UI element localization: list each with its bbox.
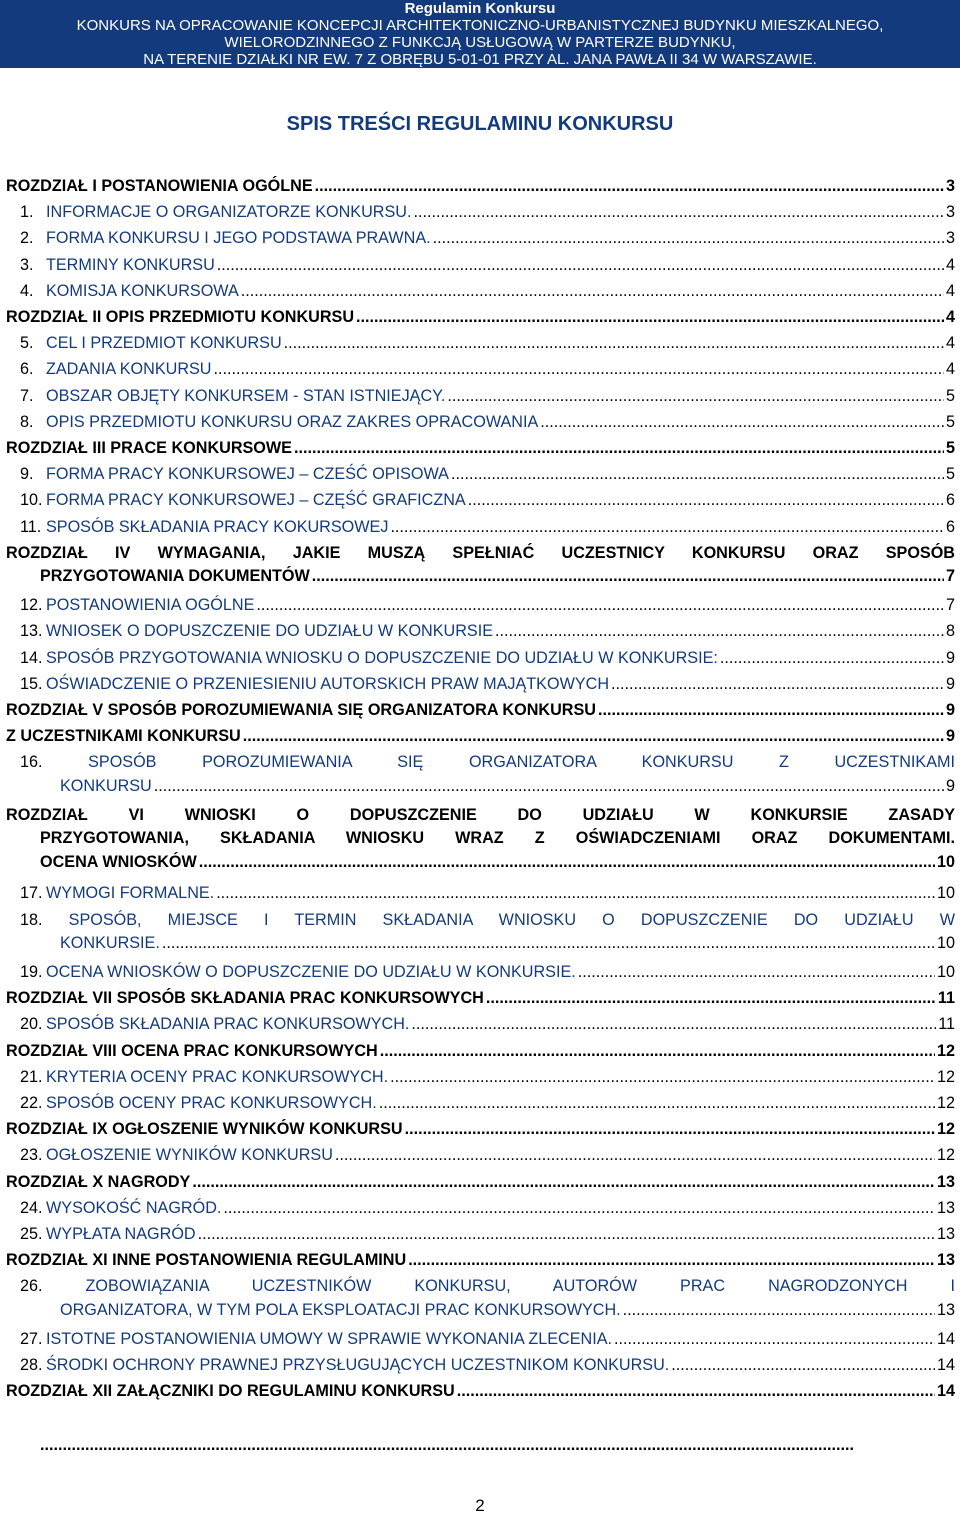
toc-chapter-first-line: ROZDZIAŁ VI WNIOSKI O DOPUSZCZENIE DO UDZIAŁU W KONKURSIE ZASADY bbox=[6, 805, 955, 824]
header-title: Regulamin Konkursu bbox=[404, 0, 556, 17]
toc-label: ISTOTNE POSTANOWIENIA UMOWY W SPRAWIE WYKONANIA ZLECENIA. bbox=[46, 1329, 613, 1348]
trailing-dots: ..................................................................................................................................................................................... bbox=[40, 1436, 855, 1454]
toc-row bbox=[6, 489, 955, 513]
toc-number: 22. bbox=[20, 1094, 43, 1112]
toc-number: 21. bbox=[20, 1067, 43, 1086]
toc-number: 27. bbox=[20, 1329, 43, 1348]
toc-page-number: 9 bbox=[945, 701, 955, 719]
toc-page-number: 6 bbox=[945, 517, 955, 536]
toc-label: POSTANOWIENIA OGÓLNE bbox=[46, 596, 255, 615]
toc-chapter-entry[interactable] bbox=[6, 1040, 955, 1064]
toc-label: WYSOKOŚĆ NAGRÓD. bbox=[46, 1198, 222, 1217]
toc-row bbox=[6, 332, 955, 356]
toc-row bbox=[6, 175, 955, 199]
toc-chapter-entry[interactable] bbox=[6, 542, 955, 589]
toc-row bbox=[6, 673, 955, 697]
toc-leader-dots bbox=[241, 280, 944, 304]
toc-leader-dots bbox=[405, 1118, 935, 1142]
toc-leader-dots bbox=[411, 1013, 936, 1037]
toc-leader-dots bbox=[192, 1171, 935, 1195]
toc-label: OCENA WNIOSKÓW bbox=[40, 852, 197, 871]
toc-leader-dots bbox=[447, 385, 944, 409]
toc-page-number: 8 bbox=[945, 622, 955, 641]
toc-section-entry[interactable] bbox=[6, 201, 955, 225]
toc-chapter-entry[interactable] bbox=[6, 175, 955, 199]
toc-section-first-line: 26. ZOBOWIĄZANIA UCZESTNIKÓW KONKURSU, AUTORÓW PRAC NAGRODZONYCH I bbox=[20, 1277, 955, 1296]
toc-chapter-second-line: PRZYGOTOWANIA, SKŁADANIA WNIOSKU WRAZ Z OŚWIADCZENIAMI ORAZ DOKUMENTAMI. bbox=[40, 829, 955, 848]
toc-leader-dots bbox=[390, 516, 944, 540]
toc-page-number: 13 bbox=[936, 1198, 955, 1217]
toc-label: ROZDZIAŁ II OPIS PRZEDMIOTU KONKURSU bbox=[6, 308, 355, 326]
toc-label: ROZDZIAŁ VII SPOSÓB SKŁADANIA PRAC KONKURSOWYCH bbox=[6, 989, 484, 1008]
toc-chapter-entry[interactable] bbox=[6, 306, 955, 330]
toc-label: PRZYGOTOWANIA DOKUMENTÓW bbox=[40, 567, 310, 586]
toc-number: 20. bbox=[20, 1015, 43, 1034]
toc-leader-dots bbox=[256, 594, 944, 618]
toc-row bbox=[6, 851, 955, 875]
toc-section-entry[interactable] bbox=[6, 1144, 955, 1168]
toc-leader-dots bbox=[413, 201, 944, 225]
toc-label: OBSZAR OBJĘTY KONKURSEM - STAN ISTNIEJĄCY. bbox=[46, 386, 446, 405]
toc-label: ROZDZIAŁ XI INNE POSTANOWIENIA REGULAMINU bbox=[6, 1251, 407, 1270]
toc-label: WNIOSEK O DOPUSZCZENIE DO UDZIAŁU W KONKURSIE bbox=[46, 622, 493, 641]
toc-row bbox=[6, 1171, 955, 1195]
toc-label: ROZDZIAŁ X NAGRODY bbox=[6, 1172, 191, 1191]
toc-row bbox=[6, 1328, 955, 1352]
toc-leader-dots bbox=[312, 565, 944, 589]
toc-row bbox=[6, 932, 955, 956]
toc-section-entry[interactable] bbox=[6, 961, 955, 985]
toc-label: WYPŁATA NAGRÓD bbox=[46, 1225, 196, 1243]
toc-chapter-entry[interactable] bbox=[6, 804, 955, 875]
toc-section-entry[interactable] bbox=[6, 1197, 955, 1221]
toc-number: 7. bbox=[20, 386, 34, 405]
header-line-3: NA TERENIE DZIAŁKI NR EW. 7 Z OBRĘBU 5-01-01 PRZY AL. JANA PAWŁA II 34 W WARSZAWIE. bbox=[143, 51, 817, 68]
toc-page-number: 12 bbox=[936, 1067, 955, 1086]
toc-row bbox=[6, 1223, 955, 1247]
toc-number: 2. bbox=[20, 229, 34, 248]
toc-leader-dots bbox=[390, 1066, 935, 1090]
toc-section-entry[interactable] bbox=[6, 358, 955, 382]
toc-row bbox=[6, 594, 955, 618]
toc-leader-dots bbox=[356, 306, 944, 330]
toc-label: FORMA KONKURSU I JEGO PODSTAWA PRAWNA. bbox=[46, 229, 431, 248]
toc-section-entry[interactable] bbox=[6, 1328, 955, 1352]
toc-section-first-line: 16. SPOSÓB POROZUMIEWANIA SIĘ ORGANIZATORA KONKURSU Z UCZESTNIKAMI bbox=[20, 753, 955, 772]
toc-label: ROZDZIAŁ VIII OCENA PRAC KONKURSOWYCH bbox=[6, 1041, 378, 1060]
toc-label: Z UCZESTNIKAMI KONKURSU bbox=[6, 727, 241, 746]
toc-row bbox=[6, 1092, 955, 1116]
toc-row bbox=[6, 699, 955, 723]
toc-page-number: 5 bbox=[945, 465, 955, 484]
toc-page-number: 12 bbox=[936, 1120, 955, 1139]
toc-number: 15. bbox=[20, 674, 43, 693]
toc-number: 6. bbox=[20, 360, 34, 379]
toc-section-entry[interactable] bbox=[6, 647, 955, 671]
toc-page-number: 12 bbox=[936, 1146, 955, 1165]
toc-label: KONKURSU bbox=[60, 776, 152, 795]
toc-section-entry[interactable] bbox=[6, 594, 955, 618]
toc-number: 4. bbox=[20, 281, 34, 300]
header-line-1: KONKURS NA OPRACOWANIE KONCEPCJI ARCHITEKTONICZNO-URBANISTYCZNEJ BUDYNKU MIESZKALNEGO, bbox=[76, 17, 884, 34]
toc-page-number: 9 bbox=[945, 776, 955, 795]
toc-leader-dots bbox=[614, 1328, 935, 1352]
toc-row bbox=[6, 882, 955, 906]
toc-row bbox=[6, 280, 955, 304]
toc-section-entry[interactable] bbox=[6, 489, 955, 513]
header-line-2: WIELORODZINNEGO Z FUNKCJĄ USŁUGOWĄ W PARTERZE BUDYNKU, bbox=[224, 34, 736, 51]
toc-leader-dots bbox=[611, 673, 944, 697]
toc-leader-dots bbox=[379, 1092, 935, 1116]
toc-row bbox=[6, 306, 955, 330]
toc-section-first-line: 18. SPOSÓB, MIEJSCE I TERMIN SKŁADANIA WNIOSKU O DOPUSZCZENIE DO UDZIAŁU W bbox=[20, 910, 955, 929]
toc-label: TERMINY KONKURSU bbox=[46, 255, 215, 274]
toc-section-entry[interactable] bbox=[6, 1275, 955, 1322]
toc-chapter-entry[interactable] bbox=[6, 1171, 955, 1195]
toc-leader-dots bbox=[315, 175, 944, 199]
toc-label: OCENA WNIOSKÓW O DOPUSZCZENIE DO UDZIAŁU W KONKURSIE. bbox=[46, 963, 576, 981]
toc-row bbox=[6, 961, 955, 985]
toc-page-number: 13 bbox=[936, 1300, 955, 1319]
toc-section-entry[interactable] bbox=[6, 1223, 955, 1247]
toc-label: OPIS PRZEDMIOTU KONKURSU ORAZ ZAKRES OPRACOWANIA bbox=[46, 412, 539, 431]
toc-number: 3. bbox=[20, 255, 34, 274]
toc-chapter-entry[interactable] bbox=[6, 699, 955, 723]
toc-chapter-first-line: ROZDZIAŁ IV WYMAGANIA, JAKIE MUSZĄ SPEŁNIAĆ UCZESTNICY KONKURSU ORAZ SPOSÓB bbox=[6, 543, 955, 562]
toc-chapter-entry[interactable] bbox=[6, 1118, 955, 1142]
toc-row bbox=[6, 1144, 955, 1168]
toc-leader-dots bbox=[408, 1249, 935, 1273]
toc-number: 25. bbox=[20, 1225, 43, 1243]
toc-number: 1. bbox=[20, 203, 34, 222]
toc-leader-dots bbox=[284, 332, 944, 356]
toc-title: SPIS TREŚCI REGULAMINU KONKURSU bbox=[286, 113, 674, 135]
toc-chapter-entry[interactable] bbox=[6, 437, 955, 461]
toc-leader-dots bbox=[217, 254, 944, 278]
toc-leader-dots bbox=[451, 463, 944, 487]
toc-row bbox=[6, 437, 955, 461]
toc-label: KONKURSIE. bbox=[60, 934, 160, 953]
toc-chapter-entry[interactable] bbox=[6, 1249, 955, 1273]
toc-row bbox=[6, 1299, 955, 1323]
toc-number: 23. bbox=[20, 1146, 43, 1165]
toc-label: ZADANIA KONKURSU bbox=[46, 360, 212, 379]
toc-page-number: 14 bbox=[936, 1329, 955, 1348]
toc-number: 16. bbox=[20, 753, 89, 772]
toc-page-number: 4 bbox=[945, 334, 955, 353]
toc-row bbox=[6, 1380, 955, 1404]
toc-section-entry[interactable] bbox=[6, 280, 955, 304]
toc-number: 13. bbox=[20, 622, 43, 641]
toc-leader-dots bbox=[294, 437, 944, 461]
toc-chapter-entry[interactable] bbox=[6, 725, 955, 749]
toc-label: CEL I PRZEDMIOT KONKURSU bbox=[46, 334, 282, 353]
toc-label: SPOSÓB PRZYGOTOWANIA WNIOSKU O DOPUSZCZENIE DO UDZIAŁU W KONKURSIE: bbox=[46, 648, 718, 667]
toc-page-number: 9 bbox=[945, 674, 955, 693]
toc-page-number: 12 bbox=[936, 1094, 955, 1112]
toc-number: 24. bbox=[20, 1198, 43, 1217]
toc-label: FORMA PRACY KONKURSOWEJ – CZEŚĆ OPISOWA bbox=[46, 465, 449, 484]
toc-row bbox=[6, 1040, 955, 1064]
toc-leader-dots bbox=[578, 961, 935, 985]
toc-section-entry[interactable] bbox=[6, 385, 955, 409]
toc-leader-dots bbox=[495, 620, 944, 644]
toc-label: OŚWIADCZENIE O PRZENIESIENIU AUTORSKICH PRAW MAJĄTKOWYCH bbox=[46, 674, 610, 693]
document-header bbox=[0, 0, 960, 68]
toc-page-number: 10 bbox=[936, 963, 955, 981]
toc-section-entry[interactable] bbox=[6, 463, 955, 487]
toc-row bbox=[6, 358, 955, 382]
toc-section-entry[interactable] bbox=[6, 332, 955, 356]
toc-label: FORMA PRACY KONKURSOWEJ – CZĘŚĆ GRAFICZNA bbox=[46, 491, 466, 510]
toc-number: 28. bbox=[20, 1356, 43, 1374]
toc-leader-dots bbox=[223, 1197, 935, 1221]
toc-label: ŚRODKI OCHRONY PRAWNEJ PRZYSŁUGUJĄCYCH UCZESTNIKOM KONKURSU. bbox=[46, 1356, 670, 1374]
toc-label: ROZDZIAŁ XII ZAŁĄCZNIKI DO REGULAMINU KONKURSU bbox=[6, 1382, 455, 1401]
toc-section-entry[interactable] bbox=[6, 227, 955, 251]
toc-label: WYMOGI FORMALNE. bbox=[46, 884, 215, 903]
toc-label: KOMISJA KONKURSOWA bbox=[46, 281, 239, 300]
toc-section-entry[interactable] bbox=[6, 516, 955, 540]
toc-page-number: 10 bbox=[936, 884, 955, 903]
toc-section-entry[interactable] bbox=[6, 1354, 955, 1378]
toc-label: ROZDZIAŁ IX OGŁOSZENIE WYNIKÓW KONKURSU bbox=[6, 1120, 403, 1139]
toc-row bbox=[6, 411, 955, 435]
toc-section-entry[interactable] bbox=[6, 620, 955, 644]
toc-page-number: 12 bbox=[936, 1041, 955, 1060]
toc-section-entry[interactable] bbox=[6, 909, 955, 956]
toc-number: 12. bbox=[20, 596, 43, 615]
toc-number: 10. bbox=[20, 491, 43, 510]
toc-page-number: 11 bbox=[938, 1015, 955, 1034]
toc-page-number: 10 bbox=[936, 852, 955, 871]
toc-page-number: 3 bbox=[945, 229, 955, 248]
toc-page-number: 13 bbox=[936, 1172, 955, 1191]
toc-leader-dots bbox=[199, 851, 935, 875]
toc-page-number: 6 bbox=[945, 491, 955, 510]
toc-page-number: 9 bbox=[945, 648, 955, 667]
toc-page-number: 7 bbox=[945, 567, 955, 586]
toc-section-entry[interactable] bbox=[6, 882, 955, 906]
toc-number: 17. bbox=[20, 884, 43, 903]
toc-page-number: 4 bbox=[945, 360, 955, 379]
toc-label: ROZDZIAŁ I POSTANOWIENIA OGÓLNE bbox=[6, 177, 313, 195]
toc-leader-dots bbox=[486, 987, 936, 1011]
toc-page-number: 13 bbox=[936, 1225, 955, 1243]
toc-page-number: 11 bbox=[937, 989, 955, 1008]
toc-leader-dots bbox=[623, 1299, 935, 1323]
toc-row bbox=[6, 201, 955, 225]
toc-page-number: 14 bbox=[936, 1382, 955, 1401]
toc-leader-dots bbox=[216, 882, 935, 906]
toc-row bbox=[6, 1354, 955, 1378]
toc-row bbox=[6, 1197, 955, 1221]
toc-row bbox=[6, 1013, 955, 1037]
toc-page-number: 10 bbox=[936, 934, 955, 953]
toc-leader-dots bbox=[720, 647, 944, 671]
toc-number: 26. bbox=[20, 1277, 86, 1296]
toc-page-number: 3 bbox=[945, 203, 955, 222]
toc-label: ROZDZIAŁ III PRACE KONKURSOWE bbox=[6, 439, 292, 457]
toc-row bbox=[6, 463, 955, 487]
toc-label: ROZDZIAŁ V SPOSÓB POROZUMIEWANIA SIĘ ORGANIZATORA KONKURSU bbox=[6, 701, 596, 719]
toc-page-number: 3 bbox=[945, 177, 955, 195]
toc-leader-dots bbox=[433, 227, 944, 251]
toc-chapter-entry[interactable] bbox=[6, 987, 955, 1011]
toc-page-number: 5 bbox=[945, 439, 955, 457]
toc-page-number: 13 bbox=[936, 1251, 955, 1270]
toc-section-entry[interactable] bbox=[6, 254, 955, 278]
toc-row bbox=[6, 565, 955, 589]
toc-label: KRYTERIA OCENY PRAC KONKURSOWYCH. bbox=[46, 1067, 389, 1086]
toc-number: 19. bbox=[20, 963, 43, 981]
toc-row bbox=[6, 725, 955, 749]
toc-page-number: 7 bbox=[945, 596, 955, 615]
toc-page-number: 4 bbox=[945, 255, 955, 274]
toc-page-number: 4 bbox=[945, 308, 955, 326]
toc-leader-dots bbox=[198, 1223, 935, 1247]
toc-row bbox=[6, 987, 955, 1011]
toc-section-entry[interactable] bbox=[6, 1092, 955, 1116]
toc-section-entry[interactable] bbox=[6, 673, 955, 697]
toc-page-number: 4 bbox=[945, 281, 955, 300]
toc-row bbox=[6, 1249, 955, 1273]
toc-row bbox=[6, 1066, 955, 1090]
toc-number: 14. bbox=[20, 648, 43, 667]
toc-row bbox=[6, 385, 955, 409]
toc-label: OGŁOSZENIE WYNIKÓW KONKURSU bbox=[46, 1146, 333, 1165]
toc-page-number: 5 bbox=[945, 412, 955, 431]
toc-label: SPOSÓB SKŁADANIA PRACY KOKURSOWEJ bbox=[46, 517, 389, 536]
toc-number: 5. bbox=[20, 334, 34, 353]
toc-row bbox=[6, 254, 955, 278]
toc-leader-dots bbox=[162, 932, 935, 956]
toc-section-entry[interactable] bbox=[6, 411, 955, 435]
toc-number: 18. bbox=[20, 910, 69, 929]
toc-section-entry[interactable] bbox=[6, 1066, 955, 1090]
toc-leader-dots bbox=[380, 1040, 935, 1064]
toc-leader-dots bbox=[468, 489, 944, 513]
toc-label: SPOSÓB SKŁADANIA PRAC KONKURSOWYCH. bbox=[46, 1015, 410, 1034]
toc-page-number: 5 bbox=[945, 386, 955, 405]
toc-number: 9. bbox=[20, 465, 34, 484]
toc-label: INFORMACJE O ORGANIZATORZE KONKURSU. bbox=[46, 203, 412, 222]
toc-leader-dots bbox=[457, 1380, 935, 1404]
toc-number: 8. bbox=[20, 412, 34, 431]
toc-leader-dots bbox=[154, 775, 944, 799]
toc-row bbox=[6, 227, 955, 251]
toc-page-number: 14 bbox=[936, 1356, 955, 1374]
toc-label: ORGANIZATORA, W TYM POLA EKSPLOATACJI PRAC KONKURSOWYCH. bbox=[60, 1300, 621, 1319]
toc-chapter-entry[interactable] bbox=[6, 1380, 955, 1404]
toc-leader-dots bbox=[540, 411, 944, 435]
toc-leader-dots bbox=[214, 358, 944, 382]
toc-leader-dots bbox=[598, 699, 944, 723]
toc-leader-dots bbox=[335, 1144, 935, 1168]
toc-row bbox=[6, 647, 955, 671]
page-number: 2 bbox=[475, 1496, 485, 1515]
toc-section-entry[interactable] bbox=[6, 1013, 955, 1037]
toc-page-number: 9 bbox=[945, 727, 955, 746]
toc-section-entry[interactable] bbox=[6, 751, 955, 798]
toc-row bbox=[6, 620, 955, 644]
toc-row bbox=[6, 775, 955, 799]
toc-leader-dots bbox=[243, 725, 944, 749]
toc-row bbox=[6, 1118, 955, 1142]
toc-number: 11. bbox=[20, 517, 42, 536]
toc-leader-dots bbox=[671, 1354, 935, 1378]
toc-label: SPOSÓB OCENY PRAC KONKURSOWYCH. bbox=[46, 1094, 377, 1112]
toc-row bbox=[6, 516, 955, 540]
